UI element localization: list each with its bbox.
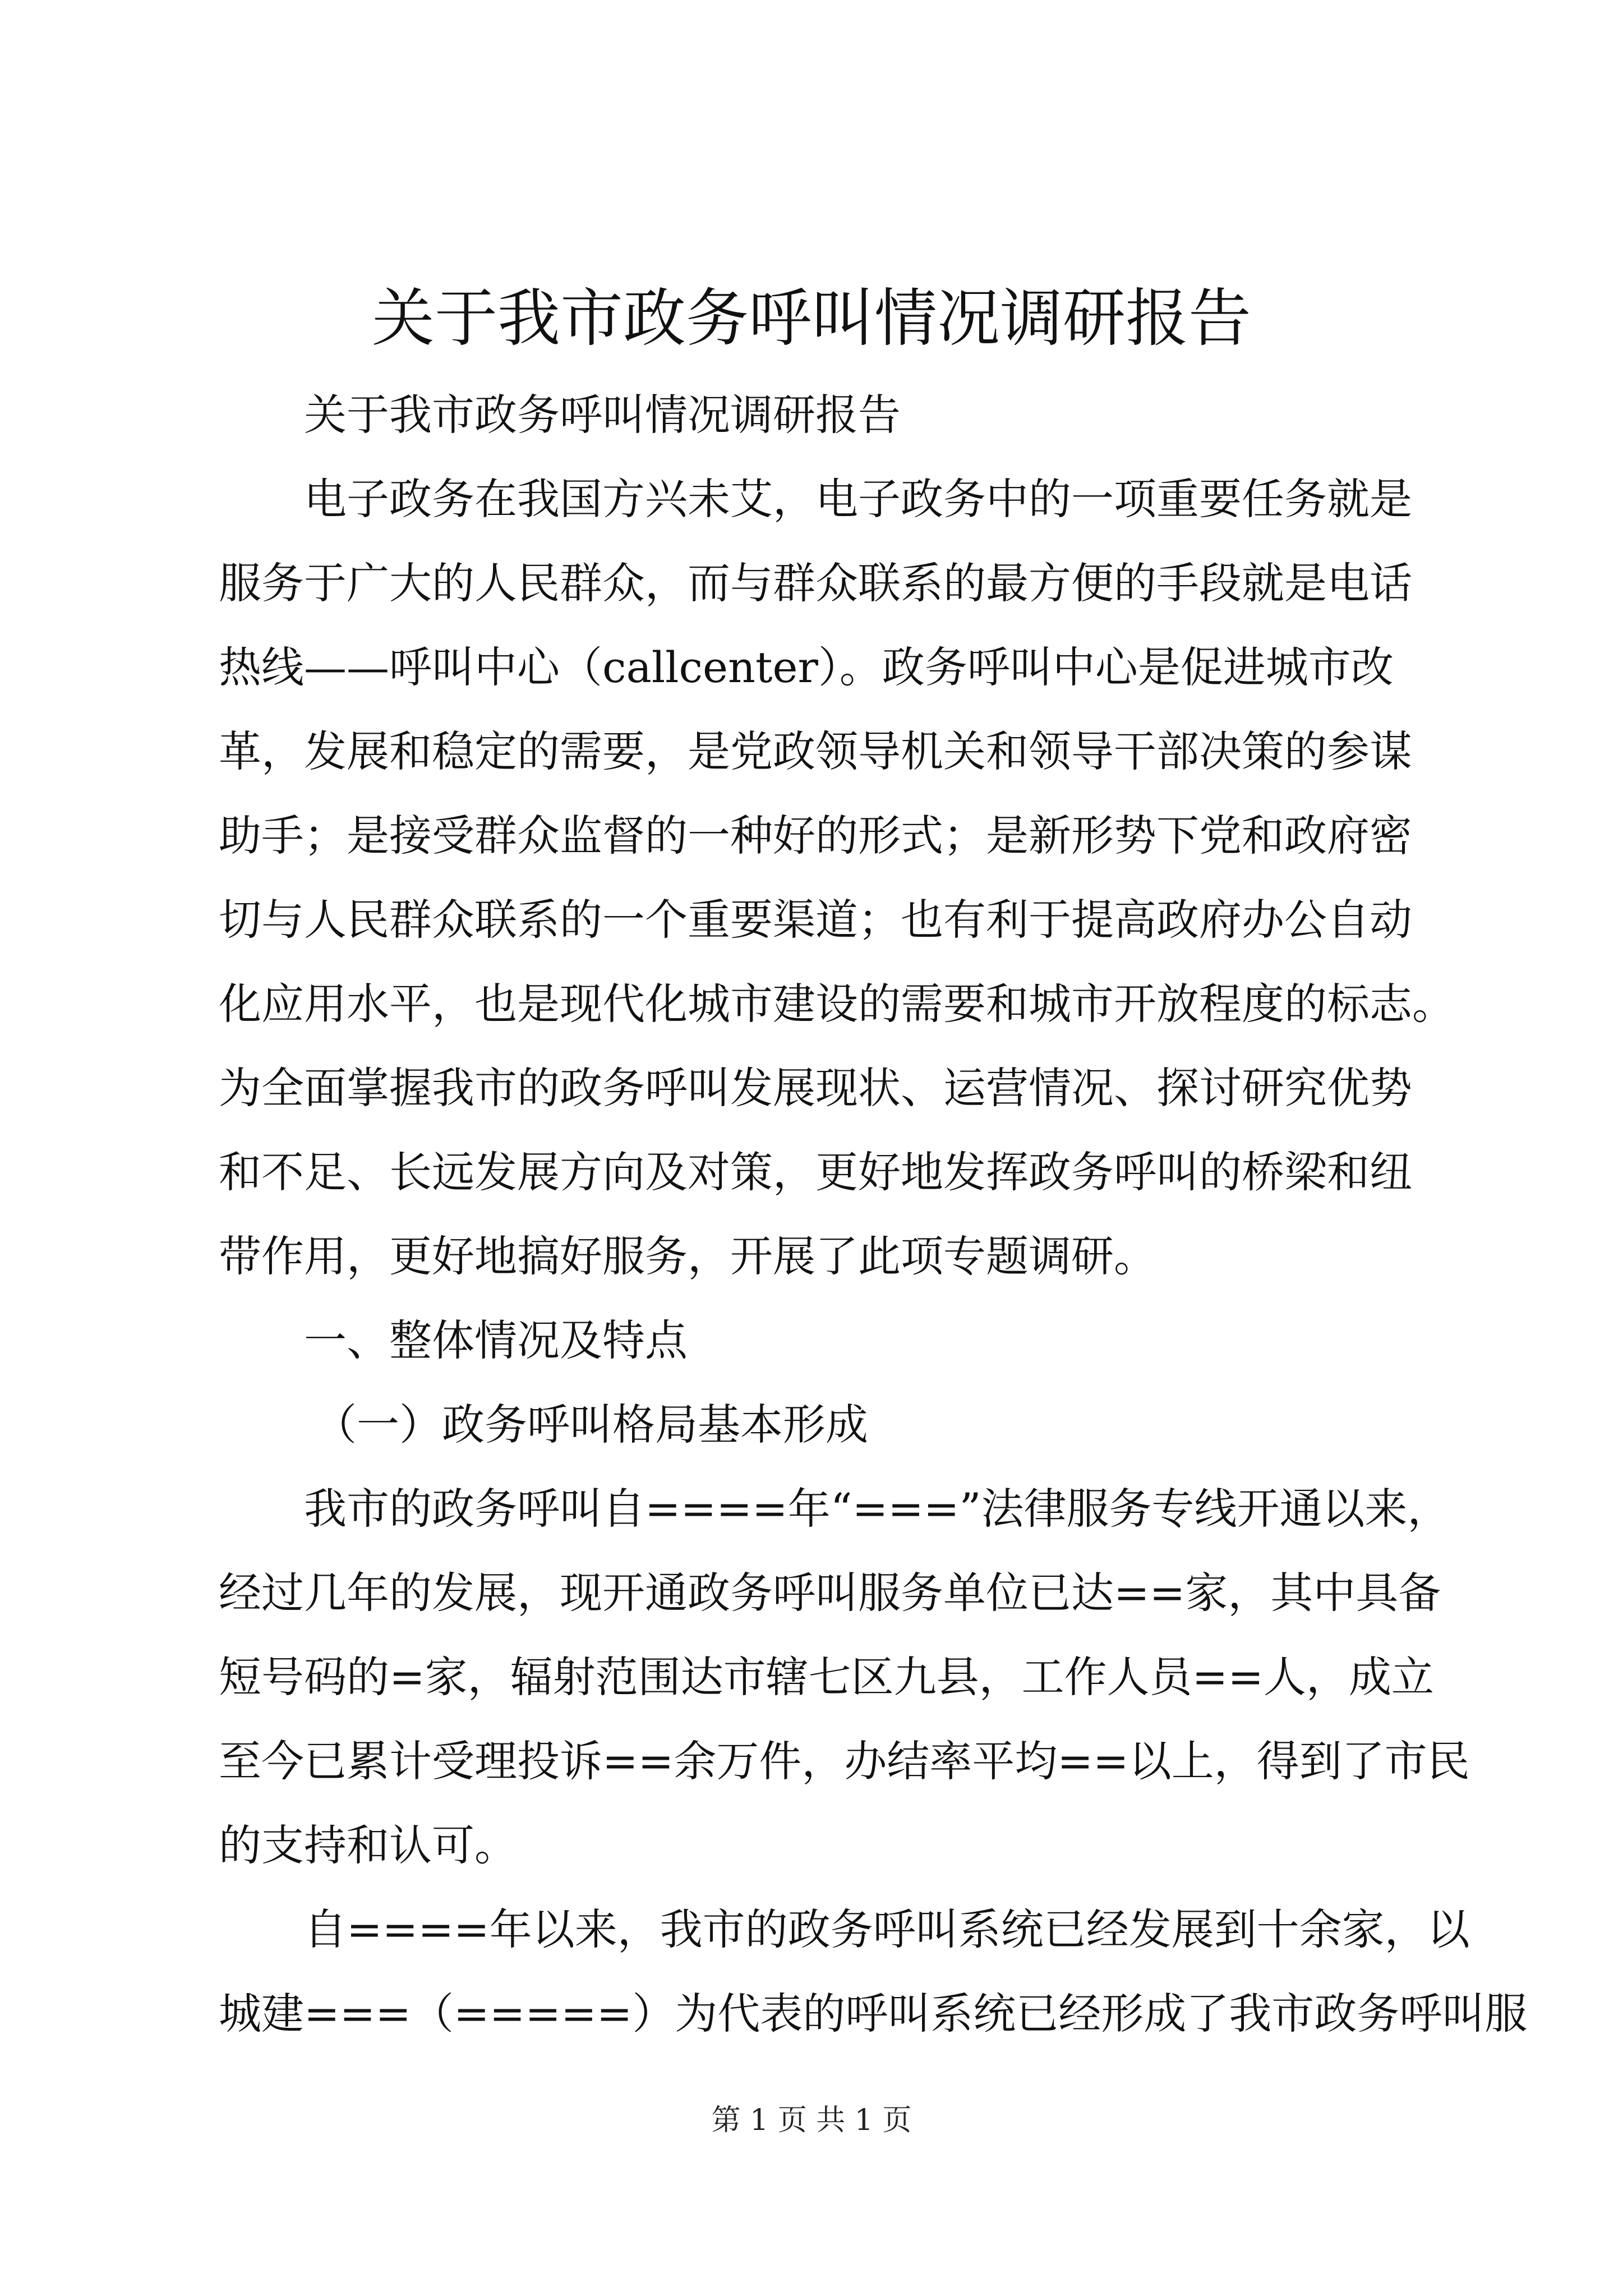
- body-line: 化应用水平，也是现代化城市建设的需要和城市开放程度的标志。: [219, 979, 1455, 1029]
- subsection-heading: （一）政务呼叫格局基本形成: [314, 1400, 868, 1450]
- body-line: 至今已累计受理投诉==余万件，办结率平均==以上，得到了市民: [219, 1736, 1470, 1786]
- section-heading: 一、整体情况及特点: [304, 1315, 688, 1365]
- body-line: 热线——呼叫中心（callcenter）。政务呼叫中心是促进城市改: [219, 642, 1394, 692]
- body-line: 为全面掌握我市的政务呼叫发展现状、运营情况、探讨研究优势: [219, 1063, 1412, 1113]
- document-title: 关于我市政务呼叫情况调研报告: [372, 282, 1251, 355]
- page-footer: 第 1 页 共 1 页: [711, 2104, 912, 2137]
- subtitle-line: 关于我市政务呼叫情况调研报告: [304, 390, 901, 440]
- body-line: 切与人民群众联系的一个重要渠道；也有利于提高政府办公自动: [219, 895, 1412, 945]
- body-line: 电子政务在我国方兴未艾，电子政务中的一项重要任务就是: [304, 474, 1412, 524]
- body-line: 自====年以来，我市的政务呼叫系统已经发展到十余家，以: [304, 1904, 1470, 1954]
- body-line: 的支持和认可。: [219, 1820, 517, 1870]
- body-line: 革，发展和稳定的需要，是党政领导机关和领导干部决策的参谋: [219, 726, 1412, 776]
- body-line: 和不足、长远发展方向及对策，更好地发挥政务呼叫的桥梁和纽: [219, 1147, 1412, 1197]
- body-line: 短号码的=家，辐射范围达市辖七区九县，工作人员==人，成立: [219, 1652, 1435, 1702]
- body-line: 助手；是接受群众监督的一种好的形式；是新形势下党和政府密: [219, 811, 1412, 861]
- body-line: 服务于广大的人民群众，而与群众联系的最方便的手段就是电话: [219, 558, 1412, 608]
- body-line: 带作用，更好地搞好服务，开展了此项专题调研。: [219, 1231, 1156, 1281]
- body-line: 城建===（=====）为代表的呼叫系统已经形成了我市政务呼叫服: [219, 1989, 1528, 2039]
- body-line: 我市的政务呼叫自====年“===”法律服务专线开通以来，: [304, 1484, 1450, 1534]
- body-line: 经过几年的发展，现开通政务呼叫服务单位已达==家，其中具备: [219, 1568, 1441, 1618]
